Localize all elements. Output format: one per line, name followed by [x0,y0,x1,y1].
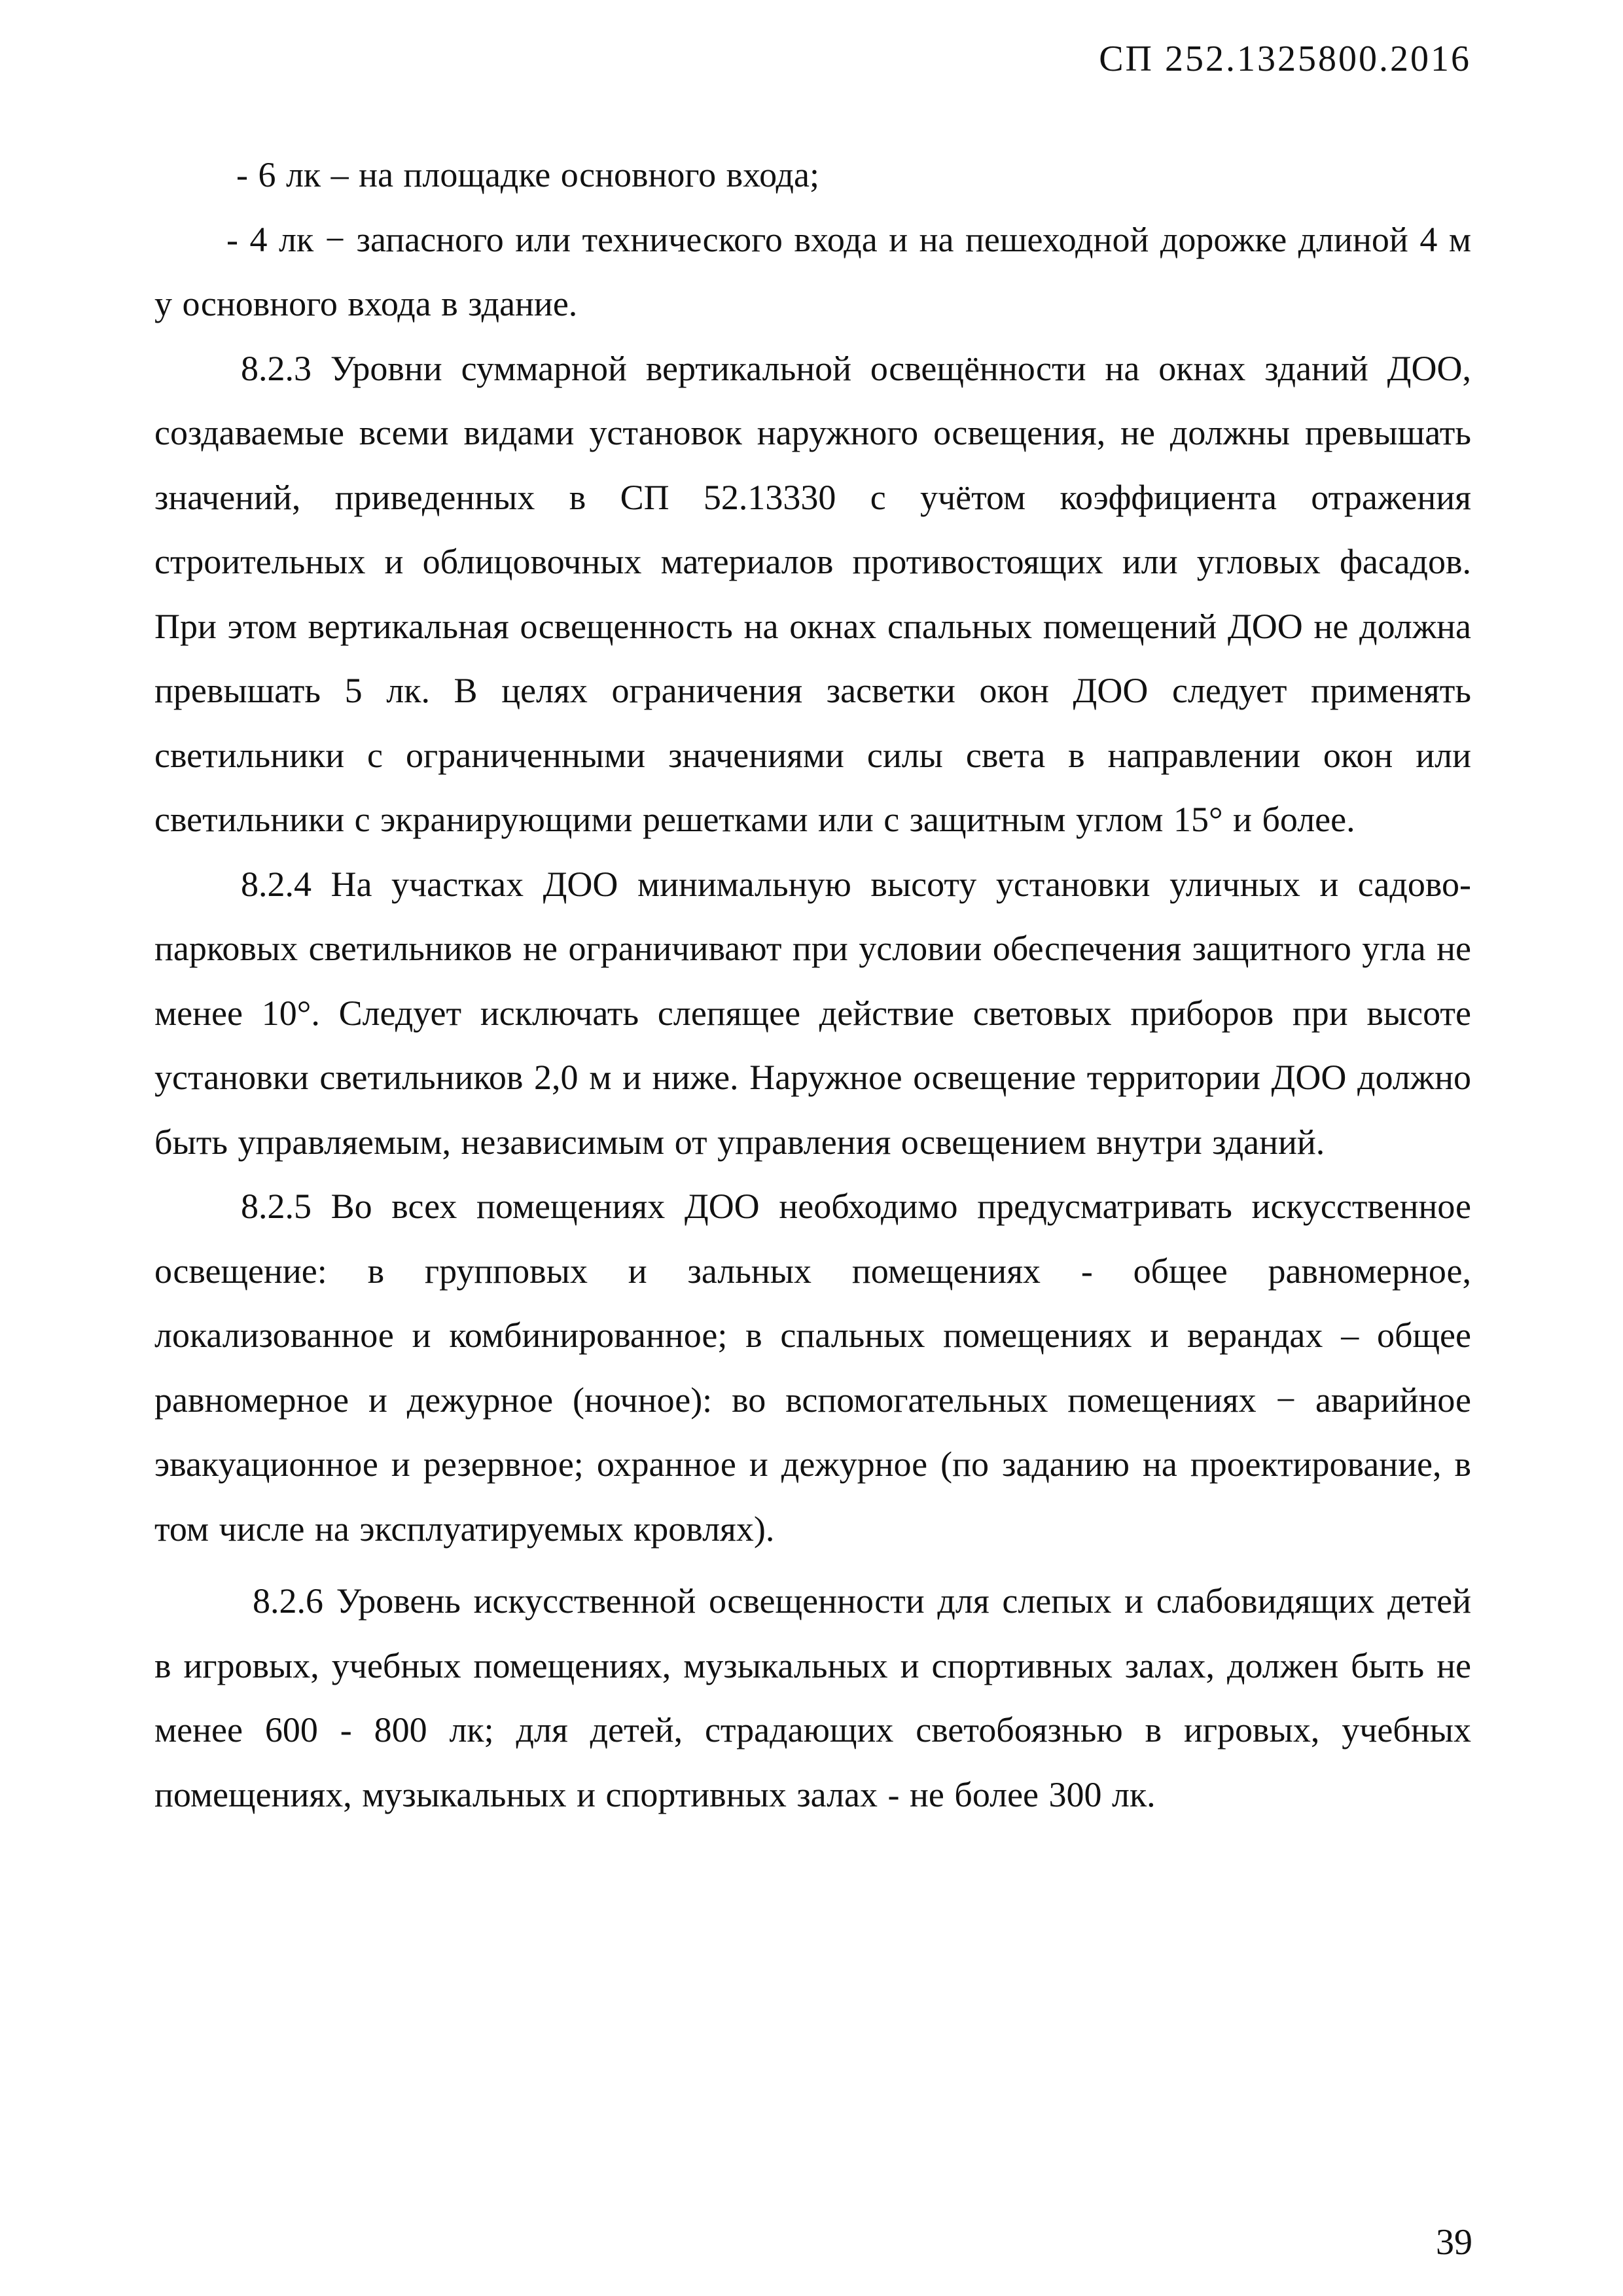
paragraph-8-2-5: 8.2.5 Во всех помещениях ДОО необходимо предусматривать искусственное освещение: в групповых и зальных помещениях - общее равномерное, локализованное и комбинированное; в спальных помещениях и верандах – общее равномерное и дежурное (ночное): во вспомогательных помещениях − аварийное эвакуационное и резервное; охранное и дежурное (по заданию на проектирование, в том числе на эксплуатируемых кровлях). [154,1187,1471,1549]
paragraph-8-2-6: 8.2.6 Уровень искусственной освещенности для слепых и слабовидящих детей в игровых, учебных помещениях, музыкальных и спортивных залах, должен быть не менее 600 - 800 лк; для детей, страдающих светобоязнью в игровых, учебных помещениях, музыкальных и спортивных залах - не более 300 лк. [154,1581,1471,1814]
paragraph-8-2-3: 8.2.3 Уровни суммарной вертикальной освещённости на окнах зданий ДОО, создаваемые всеми видами установок наружного освещения, не должны превышать значений, приведенных в СП 52.13330 с учётом коэффициента отражения строительных и облицовочных материалов противостоящих или угловых фасадов. При этом вертикальная освещенность на окнах спальных помещений ДОО не должна превышать 5 лк. В целях ограничения засветки окон ДОО следует применять светильники с ограниченными значениями силы света в направлении окон или светильники с экранирующими решетками или с защитным углом 15° и более. [154,348,1471,839]
page-number: 39 [1436,2222,1472,2263]
body-text [154,143,1471,1827]
list-item-main-entrance: - 6 лк – на площадке основного входа; [236,155,819,194]
list-item-spare-entrance: - 4 лк − запасного или технического входа и на пешеходной дорожке длиной 4 м у основного входа в здание. [154,219,1471,323]
paragraph-8-2-4: 8.2.4 На участках ДОО минимальную высоту установки уличных и садово-парковых светильников не ограничивают при условии обеспечения защитного угла не менее 10°. Следует исключать слепящее действие световых приборов при высоте установки светильников 2,0 м и ниже. Наружное освещение территории ДОО должно быть управляемым, независимым от управления освещением внутри зданий. [154,864,1471,1162]
document-code-header: СП 252.1325800.2016 [1099,39,1471,79]
